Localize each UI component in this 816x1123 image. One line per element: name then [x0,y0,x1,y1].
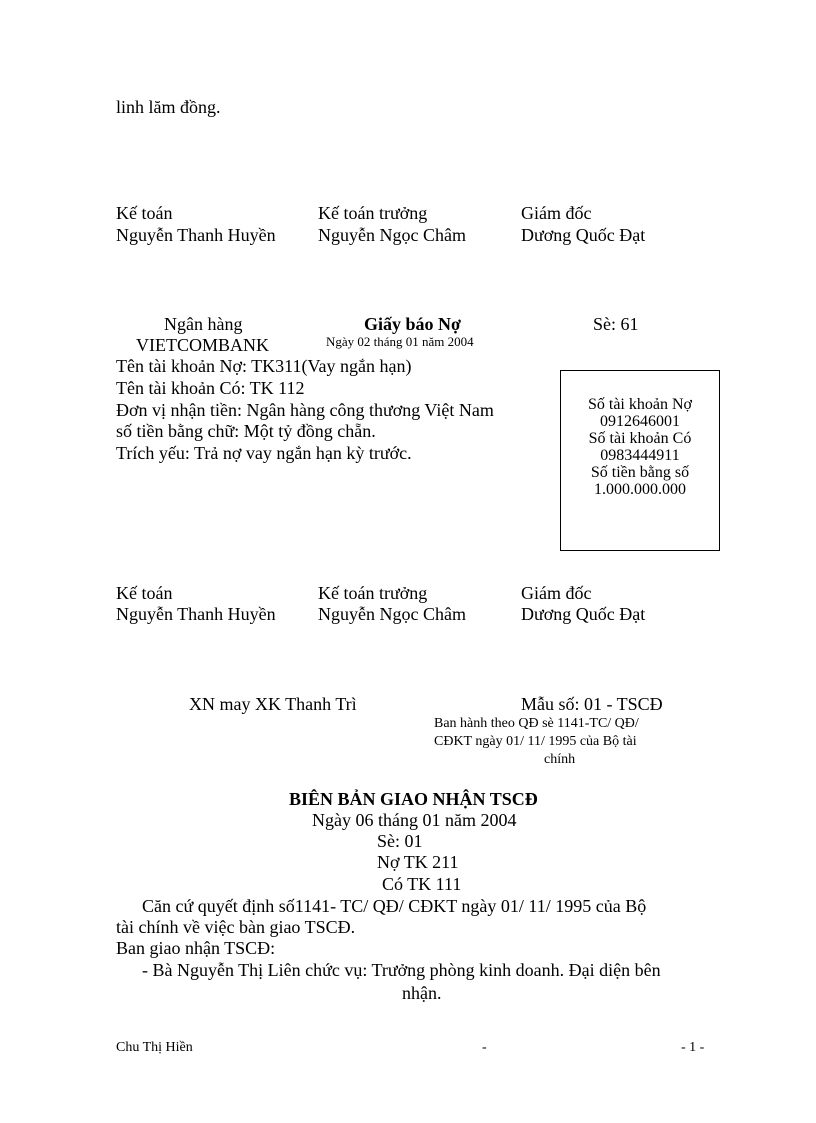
accountant-title: Kế toán [116,583,173,603]
debit-note-title: Giấy báo Nợ [364,314,461,334]
handover-credit: Có TK 111 [382,874,462,894]
director-title: Giám đốc [521,583,592,603]
debit-account-label: Số tài khoản Nợ [587,396,692,413]
debit-line-5: Trích yếu: Trả nợ vay ngắn hạn kỳ trước. [116,443,412,463]
credit-account-number: 0983444911 [600,447,680,464]
accountant-title: Kế toán [116,203,173,223]
director-name: Dương Quốc Đạt [521,225,646,245]
debit-line-3: Đơn vị nhận tiền: Ngân hàng công thương Việt Nam [116,400,494,420]
credit-account-label: Số tài khoản Có [588,430,692,447]
form-number: Mẫu số: 01 - TSCĐ [521,694,663,714]
account-info-box [560,370,720,551]
page-number: - 1 - [681,1040,705,1055]
handover-date: Ngày 06 tháng 01 năm 2004 [312,810,517,830]
chief-accountant-title: Kế toán trưởng [318,203,428,223]
debit-account-number: 0912646001 [600,413,680,430]
basis-line-1: Căn cứ quyết định số1141- TC/ QĐ/ CĐKT ngày 01/ 11/ 1995 của Bộ [142,896,647,916]
amount-label: Số tiền bằng số [590,464,690,481]
footer-dash: - [482,1040,487,1055]
footer-author: Chu Thị Hiền [116,1040,193,1055]
accountant-name: Nguyễn Thanh Huyền [116,604,276,624]
bank-label: Ngân hàng [164,314,243,334]
receiver-line-1: - Bà Nguyễn Thị Liên chức vụ: Trưởng phòng kinh doanh. Đại diện bên [142,960,661,980]
handover-number: Sè: 01 [377,831,423,851]
issued-line-2: CĐKT ngày 01/ 11/ 1995 của Bộ tài [434,734,637,749]
handover-title: BIÊN BẢN GIAO NHẬN TSCĐ [289,789,538,809]
intro-tail-text: linh lăm đồng. [116,97,221,117]
handover-debit: Nợ TK 211 [377,852,459,872]
amount-value: 1.000.000.000 [594,481,686,498]
debit-line-1: Tên tài khoản Nợ: TK311(Vay ngắn hạn) [116,356,412,376]
company-name: XN may XK Thanh Trì [189,694,357,714]
issued-line-1: Ban hành theo QĐ sè 1141-TC/ QĐ/ [434,716,639,731]
issued-line-3: chính [544,752,576,767]
debit-note-number: Sè: 61 [593,314,639,334]
chief-accountant-name: Nguyễn Ngọc Châm [318,225,466,245]
debit-line-2: Tên tài khoản Có: TK 112 [116,378,305,398]
bank-name: VIETCOMBANK [136,335,269,355]
chief-accountant-title: Kế toán trưởng [318,583,428,603]
chief-accountant-name: Nguyễn Ngọc Châm [318,604,466,624]
debit-note-date: Ngày 02 tháng 01 năm 2004 [326,334,474,349]
debit-line-4: số tiền bằng chữ: Một tỷ đồng chẵn. [116,421,376,441]
receiver-line-2: nhận. [402,983,442,1003]
accountant-name: Nguyễn Thanh Huyền [116,225,276,245]
basis-line-2: tài chính về việc bàn giao TSCĐ. [116,917,356,937]
handover-label: Ban giao nhận TSCĐ: [116,938,276,958]
director-name: Dương Quốc Đạt [521,604,646,624]
director-title: Giám đốc [521,203,592,223]
